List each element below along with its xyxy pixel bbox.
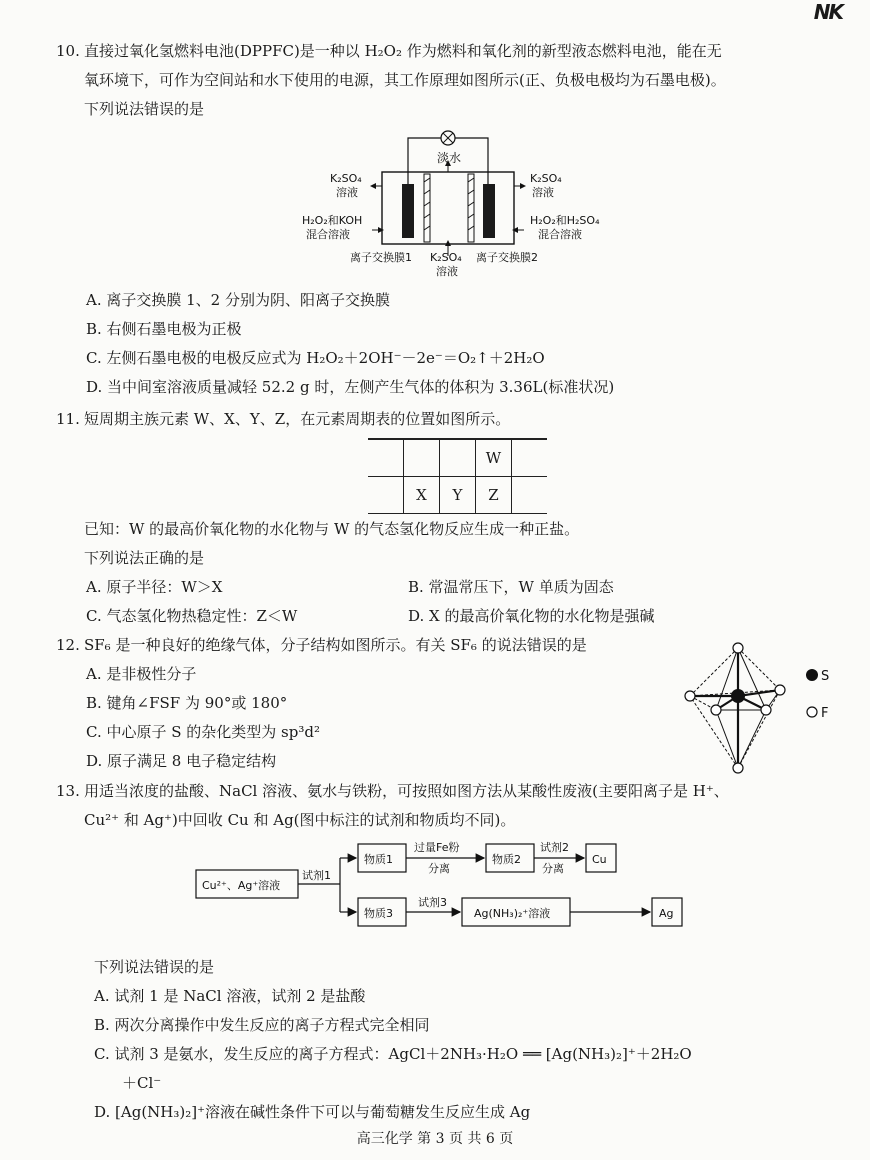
question-12-number: 12. [56, 636, 80, 654]
label-fresh-water: 淡水 [437, 151, 462, 165]
left-graphite-electrode [402, 184, 414, 238]
label-membrane-2: 离子交换膜2 [476, 251, 538, 264]
flow-substance-1: 物质1 [364, 853, 393, 866]
cell-x: X [404, 477, 440, 514]
question-13-option-a[interactable]: A. 试剂 1 是 NaCl 溶液，试剂 2 是盐酸 [94, 987, 366, 1005]
flow-substance-2: 物质2 [492, 853, 521, 866]
label-k2so4-middle: K₂SO₄ [430, 251, 462, 264]
question-10-option-b[interactable]: B. 右侧石墨电极为正极 [86, 320, 242, 338]
recovery-flowchart [190, 836, 700, 936]
label-k2so4-left: K₂SO₄ [330, 172, 362, 185]
label-k2so4-right-solution: 溶液 [532, 186, 554, 199]
question-13-option-c-continued: ＋Cl⁻ [122, 1074, 162, 1092]
right-graphite-electrode [483, 184, 495, 238]
question-11-option-d[interactable]: D. X 的最高价氧化物的水化物是强碱 [408, 607, 655, 625]
label-h2o2-h2so4-mixture: 混合溶液 [538, 228, 582, 241]
flow-silver-ammonia-solution: Ag(NH₃)₂⁺溶液 [474, 907, 551, 920]
label-k2so4-left-solution: 溶液 [336, 186, 358, 199]
question-11-known: 已知：W 的最高价氧化物的水化物与 W 的气态氢化物反应生成一种正盐。 [84, 520, 580, 538]
flow-reagent-1: 试剂1 [302, 869, 331, 882]
cell-z: Z [476, 477, 512, 514]
flow-separate-1: 分离 [428, 862, 450, 875]
fuel-cell-diagram [290, 124, 620, 282]
question-12-line-1: SF₆ 是一种良好的绝缘气体，分子结构如图所示。有关 SF₆ 的说法错误的是 [84, 636, 587, 654]
label-membrane-1: 离子交换膜1 [350, 251, 412, 264]
flow-start-solution: Cu²⁺、Ag⁺溶液 [202, 879, 281, 892]
sulfur-atom [731, 689, 745, 703]
page-footer: 高三化学 第 3 页 共 6 页 [356, 1131, 514, 1147]
question-11-option-c[interactable]: C. 气态氢化物热稳定性：Z＜W [86, 607, 298, 625]
question-10-option-a[interactable]: A. 离子交换膜 1、2 分别为阴、阳离子交换膜 [86, 291, 390, 309]
question-11-line-1: 短周期主族元素 W、X、Y、Z，在元素周期表的位置如图所示。 [84, 410, 511, 428]
publisher-logo: NK [813, 0, 842, 24]
legend-s-label: S [821, 669, 830, 684]
label-k2so4-middle-solution: 溶液 [436, 265, 458, 278]
label-h2o2-koh: H₂O₂和KOH [302, 214, 363, 227]
cell [368, 439, 404, 477]
question-13-option-d[interactable]: D. [Ag(NH₃)₂]⁺溶液在碱性条件下可以与葡萄糖发生反应生成 Ag [94, 1103, 531, 1121]
question-13-option-c[interactable]: C. 试剂 3 是氨水，发生反应的离子方程式：AgCl＋2NH₃·H₂O ══ [Ag(NH₃)₂]⁺＋2H₂O [94, 1045, 692, 1063]
label-h2o2-koh-mixture: 混合溶液 [306, 228, 350, 241]
legend-f-label: F [821, 706, 829, 721]
cell [440, 439, 476, 477]
question-12-option-d[interactable]: D. 原子满足 8 电子稳定结构 [86, 752, 277, 770]
ion-exchange-membrane-2 [468, 174, 474, 242]
question-11-option-b[interactable]: B. 常温常压下，W 单质为固态 [408, 578, 614, 596]
question-10-line-1: 直接过氧化氢燃料电池(DPPFC)是一种以 H₂O₂ 作为燃料和氧化剂的新型液态燃料电池，能在无 [84, 42, 722, 60]
flow-cu: Cu [592, 853, 607, 866]
flow-reagent-2: 试剂2 [540, 841, 569, 854]
question-11-ask: 下列说法正确的是 [84, 549, 205, 567]
question-13-number: 13. [56, 782, 80, 800]
question-13-line-1: 用适当浓度的盐酸、NaCl 溶液、氨水与铁粉，可按照如图方法从某酸性废液(主要阳离子是 H⁺、 [84, 782, 729, 800]
question-10-option-c[interactable]: C. 左侧石墨电极的电极反应式为 H₂O₂＋2OH⁻－2e⁻＝O₂↑＋2H₂O [86, 349, 545, 367]
periodic-table-fragment [368, 438, 547, 514]
cell [512, 477, 548, 514]
legend-s-symbol [806, 669, 818, 681]
label-k2so4-right: K₂SO₄ [530, 172, 562, 185]
question-11-number: 11. [56, 410, 80, 428]
question-10-line-3: 下列说法错误的是 [84, 100, 205, 118]
question-13-line-2: Cu²⁺ 和 Ag⁺)中回收 Cu 和 Ag(图中标注的试剂和物质均不同)。 [84, 811, 516, 829]
flow-substance-3: 物质3 [364, 907, 393, 920]
legend-f-symbol [807, 707, 817, 717]
cell-w: W [476, 439, 512, 477]
question-12-option-a[interactable]: A. 是非极性分子 [86, 665, 197, 683]
flow-reagent-3: 试剂3 [418, 896, 447, 909]
cell-y: Y [440, 477, 476, 514]
question-13-option-b[interactable]: B. 两次分离操作中发生反应的离子方程式完全相同 [94, 1016, 430, 1034]
cell [512, 439, 548, 477]
question-10-option-d[interactable]: D. 当中间室溶液质量减轻 52.2 g 时，左侧产生气体的体积为 3.36L(标准状况) [86, 378, 615, 396]
cell [404, 439, 440, 477]
sf6-structure-diagram [680, 640, 840, 780]
question-10-line-2: 氧环境下，可作为空间站和水下使用的电源，其工作原理如图所示(正、负极电极均为石墨电极)。 [84, 71, 726, 89]
question-12-option-b[interactable]: B. 键角∠FSF 为 90°或 180° [86, 694, 288, 712]
flow-separate-2: 分离 [542, 862, 564, 875]
flow-ag: Ag [659, 907, 674, 920]
question-12-option-c[interactable]: C. 中心原子 S 的杂化类型为 sp³d² [86, 723, 320, 741]
cell [368, 477, 404, 514]
question-10-number: 10. [56, 42, 80, 60]
question-13-ask: 下列说法错误的是 [94, 958, 215, 976]
label-h2o2-h2so4: H₂O₂和H₂SO₄ [530, 214, 600, 227]
question-11-option-a[interactable]: A. 原子半径：W＞X [86, 578, 223, 596]
ion-exchange-membrane-1 [424, 174, 430, 242]
flow-fe-powder: 过量Fe粉 [414, 841, 460, 854]
